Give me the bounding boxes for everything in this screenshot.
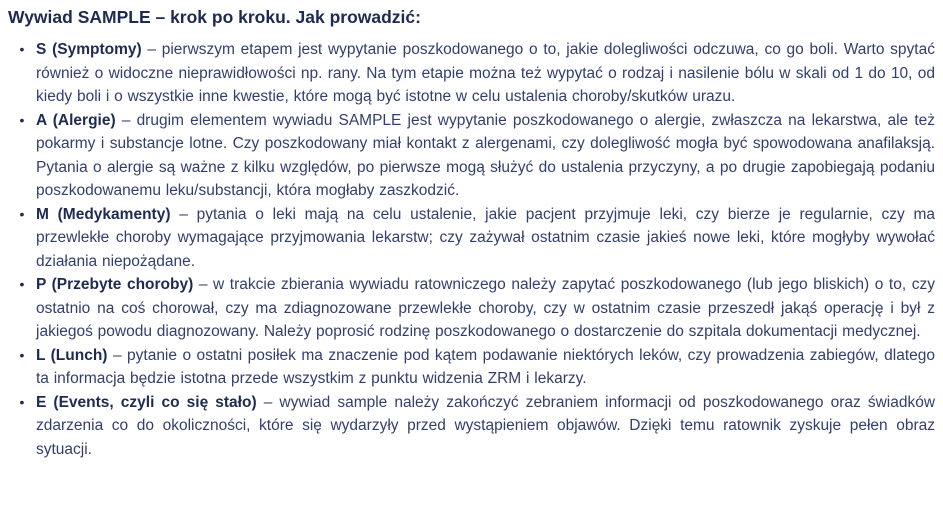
list-item-l [8,344,935,391]
item-text [36,38,935,109]
item-label: E (Events, czyli co się stało) [36,393,257,411]
item-body: – wywiad sample należy zakończyć zebraniem informacji od poszkodowanego oraz świadków zdarzenia co do okoliczności, które się wydarzyły przed wystąpieniem objawów. Dzięki temu ratownik zyskuje pełen obraz sytuacji. [36,393,936,458]
item-label: M (Medykamenty) [36,205,171,223]
item-label: L (Lunch) [36,346,108,364]
item-body: – w trakcie zbierania wywiadu ratowniczego należy zapytać poszkodowanego (lub jego bliskich) o to, czy ostatnio na coś chorował, czy ma zdiagnozowane przewlekłe choroby, czy w ostatnim czasie przeszedł jakąś operację i był z jakiegoś powodu diagnozowany. Należy poprosić rodzinę poszkodowanego o dostarczenie do szpitala dokumentacji medycznej. [36,276,935,340]
bullet-icon: • [19,346,25,363]
item-label: S (Symptomy) [36,41,142,58]
list-item-p [8,273,935,344]
item-body: – drugim elementem wywiadu SAMPLE jest wypytanie poszkodowanego o alergie, zwłaszcza na lekarstwa, ale też pokarmy i substancje lotne. Czy poszkodowany miał kontakt z alergenami, czy dolegliwość mogła być spowodowana anafilaksją. Pytania o alergie są ważne z kilku względów, po pierwsze mogą służyć do ustalenia przyczyny, a po drugie zapobiegają podaniu poszkodowanemu leku/substancji, która mogłaby zaszkodzić. [36,111,935,199]
item-body: – pytania o leki mają na celu ustalenie, jakie pacjent przyjmuje leki, czy bierze je regularnie, czy ma przewlekłe choroby wymagające przyjmowania lekarstw; czy zażywał ostatnim czasie jakieś nowe leki, które mogłyby wywołać działania niepożądane. [36,205,935,270]
list-item-e [8,391,935,462]
sample-steps-list [8,38,935,461]
bullet-icon: • [19,41,25,57]
item-body: – pytanie o ostatni posiłek ma znaczenie pod kątem podawanie niektórych leków, czy prowadzenia zabiegów, dlatego ta informacja będzie istotna przede wszystkim z punktu widzenia ZRM i lekarzy. [36,346,935,387]
list-item-m [8,203,935,274]
bullet-icon: • [19,276,25,292]
page-title: Wywiad SAMPLE – krok po kroku. Jak prowadzić: [8,7,421,27]
item-text [36,391,935,462]
item-body: – pierwszym etapem jest wypytanie poszkodowanego o to, jakie dolegliwości odczuwa, co go boli. Warto spytać również o widoczne nieprawidłowości np. rany. Na tym etapie można też wypytać o rodzaj i nasilenie bólu w skali od 1 do 10, od kiedy boli i o wszystkie inne kwestie, które mogą być istotne w celu ustalenia choroby/skutków urazu. [36,41,935,105]
bullet-icon: • [19,111,25,128]
item-label: P (Przebyte choroby) [36,276,194,293]
item-text [36,109,935,203]
list-item-s [8,38,935,109]
list-item-a [8,109,935,203]
item-text [36,203,935,274]
item-label: A (Alergie) [36,111,116,129]
bullet-icon: • [19,393,25,410]
item-text [36,344,935,391]
bullet-icon: • [19,205,25,222]
item-text [36,273,935,344]
